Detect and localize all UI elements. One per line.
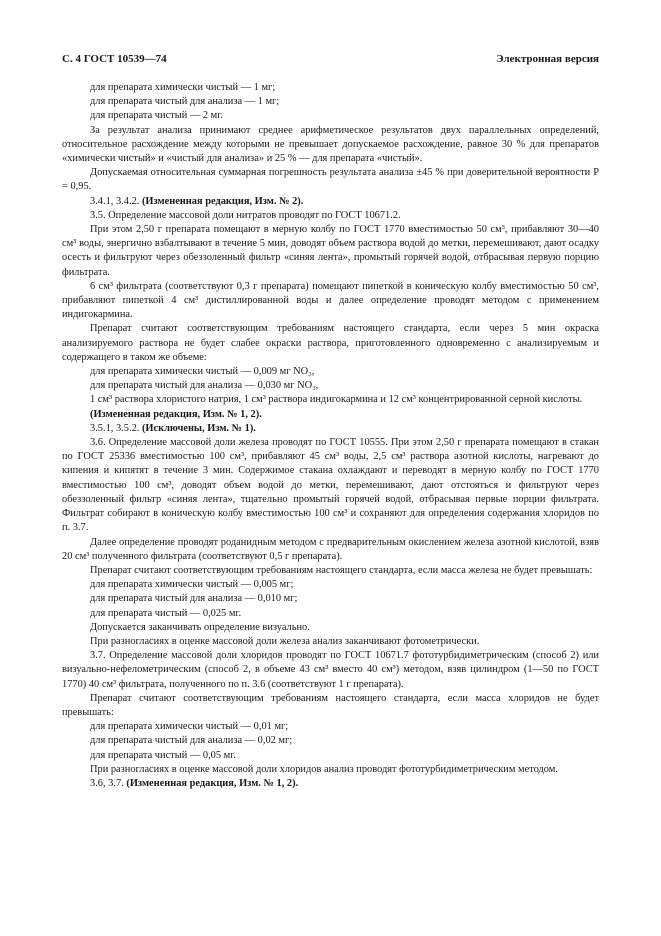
paragraph: для препарата чистый — 0,025 мг. xyxy=(90,607,242,619)
amendment-note: 3.5.1, 3.5.2. (Исключены, Изм. № 1). xyxy=(90,422,256,434)
paragraph: 1 см³ раствора хлористого натрия, 1 см³ раствора индигокармина и 12 см³ концентрированной серной кислоты. xyxy=(90,394,583,406)
paragraph: для препарата чистый — 2 мг. xyxy=(90,110,223,122)
paragraph: для препарата чистый для анализа — 0,010 мг; xyxy=(90,593,298,605)
paragraph: За результат анализа принимают среднее арифметическое результатов двух параллельных определений, относительное расхождение между которыми не превышает допускаемое расхождение, равное 30 % для препаратов «химически чистый» и «чистый для анализа» и 25 % — для препарата «чистый». xyxy=(62,124,599,165)
paragraph: При этом 2,50 г препарата помещают в мерную колбу по ГОСТ 1770 вместимостью 50 см³, прибавляют 30—40 см³ воды, энергично взбалтывают в течение 5 мин, доводят объем раствора водой до метки, перемешивают, дают осадку осесть и фильтруют через обеззоленный фильтр «синяя лента», промытый горячей водой, отбрасывая первую порцию фильтрата. xyxy=(62,224,599,278)
amendment-note: (Измененная редакция, Изм. № 1, 2). xyxy=(90,408,262,420)
section-3-6: 3.6. Определение массовой доли железа проводят по ГОСТ 10555. При этом 2,50 г препарата помещают в стакан по ГОСТ 25336 вместимостью 100 см³, прибавляют 45 см³ воды, 2,5 см³ раствора азотной кислоты, нагревают до кипения и кипятят в течение 3 мин. Содержимое стакана охлаждают и переводят в мерную колбу по ГОСТ 1770 вместимостью 100 см³, доводят объем водой до метки, перемешивают, дают отстояться и фильтруют через обеззоленный фильтр «синяя лента», тщательно промытый горячей водой, отбрасывая первые порции фильтрата. Фильтрат собирают в коническую колбу вместимостью 100 см³ и сохраняют для определения содержания хлоридов по п. 3.7. xyxy=(62,437,599,534)
amendment-note: 3.6, 3.7. (Измененная редакция, Изм. № 1, 2). xyxy=(90,777,299,789)
paragraph: для препарата химически чистый — 0,009 мг NO₃, xyxy=(90,366,315,378)
paragraph: Препарат считают соответствующим требованиям настоящего стандарта, если масса железа не будет превышать: xyxy=(90,564,593,576)
amendment-note: 3.4.1, 3.4.2. (Измененная редакция, Изм. № 2). xyxy=(90,195,304,207)
paragraph: 6 см³ фильтрата (соответствуют 0,3 г препарата) помещают пипеткой в коническую колбу вместимостью 50 см³, прибавляют пипеткой 4 см³ дистиллированной воды и далее определение проводят методом с применением индигокармина. xyxy=(62,280,599,321)
edition-label: Электронная версия xyxy=(496,53,599,65)
paragraph: Препарат считают соответствующим требованиям настоящего стандарта, если через 5 мин окраска анализируемого раствора не будет слабее окраски раствора, приготовленного одновременно с анализируемым и содержащего в таком же объеме: xyxy=(62,323,599,363)
paragraph: для препарата химически чистый — 0,005 мг; xyxy=(90,579,294,591)
paragraph: для препарата химически чистый — 1 мг; xyxy=(90,82,276,93)
paragraph: Препарат считают соответствующим требованиям настоящего стандарта, если масса хлоридов не будет превышать: xyxy=(62,692,599,718)
paragraph: Далее определение проводят роданидным методом с предварительным окислением железа азотной кислотой, взяв 20 см³ полученного фильтрата (соответствуют 0,5 г препарата). xyxy=(62,536,599,562)
page-header xyxy=(62,53,599,67)
section-3-7: 3.7. Определение массовой доли хлоридов проводят по ГОСТ 10671.7 фототурбидиметрическим (способ 2) или визуально-нефелометрическим (способ 2, в объеме 43 см³ вместо 40 см³) методом, взяв цилиндром (1—50 по ГОСТ 1770) 40 см³ фильтрата, полученного по п. 3.6 (соответствуют 1 г препарата). xyxy=(62,650,599,690)
paragraph: Допускается заканчивать определение визуально. xyxy=(90,621,310,633)
document-body xyxy=(62,81,599,791)
paragraph: Допускаемая относительная суммарная погрешность результата анализа ±45 % при доверительной вероятности Р = 0,95. xyxy=(62,167,599,193)
paragraph: При разногласиях в оценке массовой доли хлоридов анализ проводят фототурбидиметрическим методом. xyxy=(90,763,558,775)
paragraph: для препарата чистый для анализа — 1 мг; xyxy=(90,96,280,108)
paragraph: При разногласиях в оценке массовой доли железа анализ заканчивают фотометрически. xyxy=(90,635,480,647)
section-3-5: 3.5. Определение массовой доли нитратов проводят по ГОСТ 10671.2. xyxy=(90,209,401,221)
paragraph: для препарата чистый для анализа — 0,02 мг; xyxy=(90,735,293,747)
paragraph: для препарата химически чистый — 0,01 мг; xyxy=(90,721,289,733)
paragraph: для препарата чистый для анализа — 0,030 мг NO₃, xyxy=(90,380,319,392)
paragraph: для препарата чистый — 0,05 мг. xyxy=(90,749,236,761)
page-number-standard: С. 4 ГОСТ 10539—74 xyxy=(62,53,167,65)
